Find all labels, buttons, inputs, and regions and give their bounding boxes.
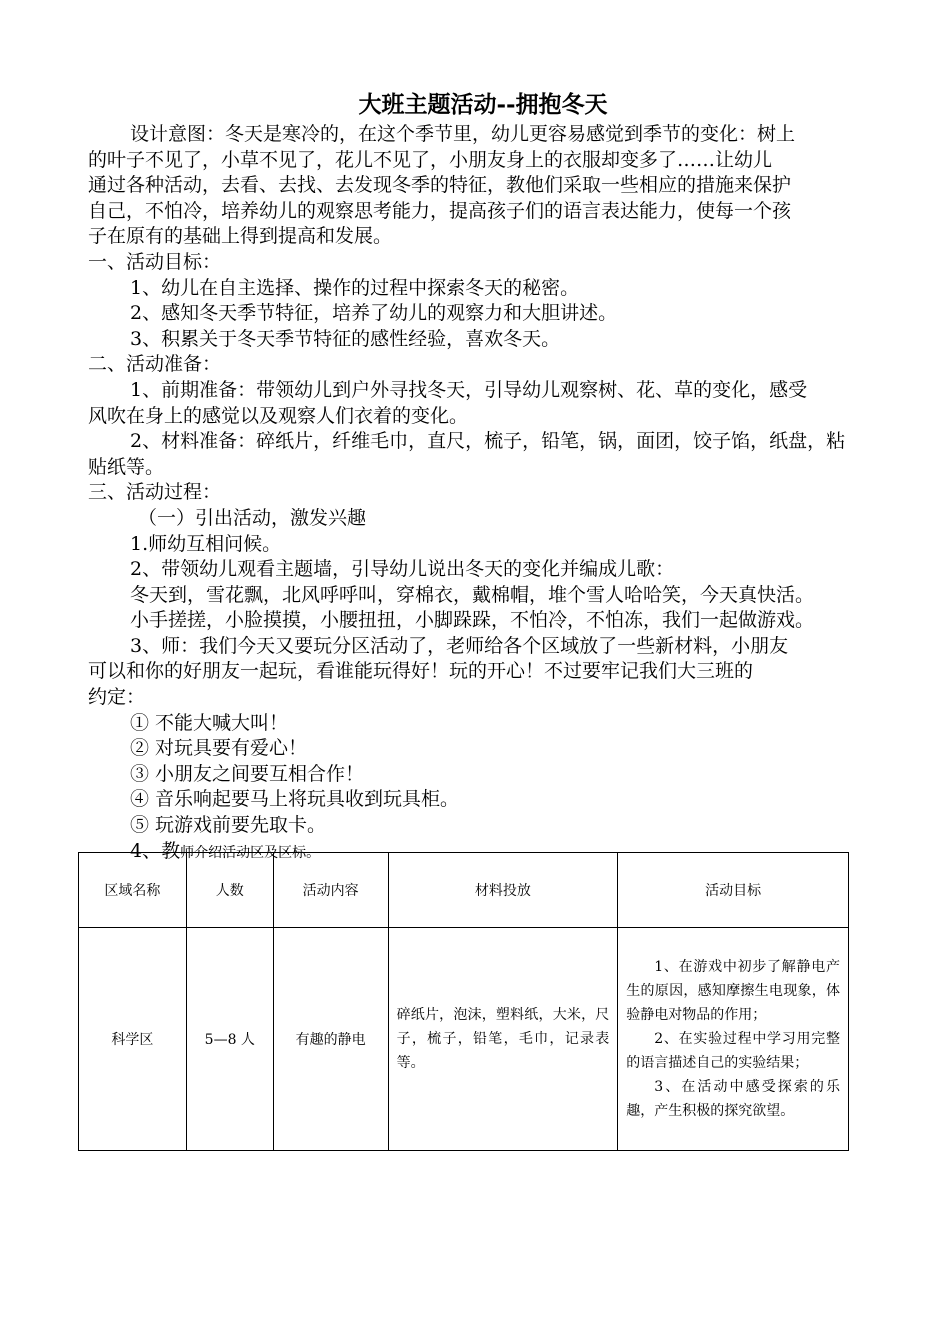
- intro-line: 设计意图：冬天是寒冷的，在这个季节里，幼儿更容易感觉到季节的变化：树上: [130, 123, 796, 145]
- header-count: 人数: [186, 853, 273, 928]
- section-heading-process: 三、活动过程：: [88, 481, 222, 504]
- prep-line: 2、材料准备：碎纸片，纤维毛巾，直尺，梳子，铅笔，锅，面团，饺子馅，纸盘，粘: [130, 430, 846, 453]
- process-step: 约定：: [88, 686, 146, 709]
- rule-item: ⑤ 玩游戏前要先取卡。: [130, 814, 327, 837]
- goal-item: 2、感知冬天季节特征，培养了幼儿的观察力和大胆讲述。: [130, 302, 618, 325]
- goal-item: 1、幼儿在自主选择、操作的过程中探索冬天的秘密。: [130, 276, 580, 299]
- process-step: 1.师幼互相问候。: [130, 532, 282, 555]
- goal-line: 2、在实验过程中学习用完整的语言描述自己的实验结果；: [626, 1031, 840, 1071]
- rule-item: ① 不能大喊大叫！: [130, 711, 289, 734]
- song-line: 冬天到，雪花飘，北风呼呼叫，穿棉衣，戴棉帽，堆个雪人哈哈笑，今天真快活。: [130, 583, 815, 606]
- header-content: 活动内容: [273, 853, 388, 928]
- intro-line: 的叶子不见了，小草不见了，花儿不见了，小朋友身上的衣服却变多了……让幼儿: [88, 148, 773, 171]
- rule-item: ④ 音乐响起要马上将玩具收到玩具柜。: [130, 788, 460, 811]
- cell-area: 科学区: [79, 928, 187, 1151]
- intro-line: 子在原有的基础上得到提高和发展。: [88, 225, 393, 248]
- prep-line: 风吹在身上的感觉以及观察人们衣着的变化。: [88, 404, 469, 427]
- goal-item: 3、积累关于冬天季节特征的感性经验，喜欢冬天。: [130, 327, 561, 350]
- activity-zone-table: [78, 852, 849, 1151]
- step-4-prefix: 4、教: [130, 839, 181, 862]
- process-step: 可以和你的好朋友一起玩，看谁能玩得好！玩的开心！不过要牢记我们大三班的: [88, 660, 754, 683]
- document-page: [88, 88, 878, 866]
- prep-line: 1、前期准备：带领幼儿到户外寻找冬天，引导幼儿观察树、花、草的变化，感受: [130, 378, 808, 401]
- table-header-row: [79, 853, 849, 928]
- rule-item: ② 对玩具要有爱心！: [130, 737, 308, 760]
- intro-line: 自己，不怕冷，培养幼儿的观察思考能力，提高孩子们的语言表达能力，使每一个孩: [88, 199, 792, 222]
- intro-line: 通过各种活动，去看、去找、去发现冬季的特征，教他们采取一些相应的措施来保护: [88, 174, 792, 197]
- header-area: 区域名称: [79, 853, 187, 928]
- song-line: 小手搓搓，小脸摸摸，小腰扭扭，小脚跺跺，不怕冷，不怕冻，我们一起做游戏。: [130, 609, 815, 632]
- document-title: 大班主题活动--拥抱冬天: [358, 91, 608, 118]
- step-title: （一）引出活动，激发兴趣: [138, 506, 367, 529]
- process-step: 2、带领幼儿观看主题墙，引导幼儿说出冬天的变化并编成儿歌：: [130, 558, 675, 581]
- cell-count: 5—8 人: [186, 928, 273, 1151]
- cell-goals: [618, 928, 849, 1151]
- table-row: [79, 928, 849, 1151]
- cell-materials: 碎纸片，泡沫，塑料纸，大米，尺子，梳子，铅笔，毛巾，记录表等。: [388, 928, 618, 1151]
- prep-line: 贴纸等。: [88, 455, 165, 478]
- cell-content: 有趣的静电: [273, 928, 388, 1151]
- header-materials: 材料投放: [388, 853, 618, 928]
- goal-line: 1、在游戏中初步了解静电产生的原因，感知摩擦生电现象，体验静电对物品的作用；: [626, 959, 840, 1023]
- section-heading-goals: 一、活动目标：: [88, 250, 222, 273]
- header-goals: 活动目标: [618, 853, 849, 928]
- section-heading-prep: 二、活动准备：: [88, 353, 222, 376]
- rule-item: ③ 小朋友之间要互相合作！: [130, 762, 365, 785]
- goal-line: 3、在活动中感受探索的乐趣，产生积极的探究欲望。: [626, 1079, 840, 1119]
- process-step: 3、师：我们今天又要玩分区活动了，老师给各个区域放了一些新材料，小朋友: [130, 634, 789, 657]
- step-4-text: 师介绍活动区及区标。: [180, 844, 321, 861]
